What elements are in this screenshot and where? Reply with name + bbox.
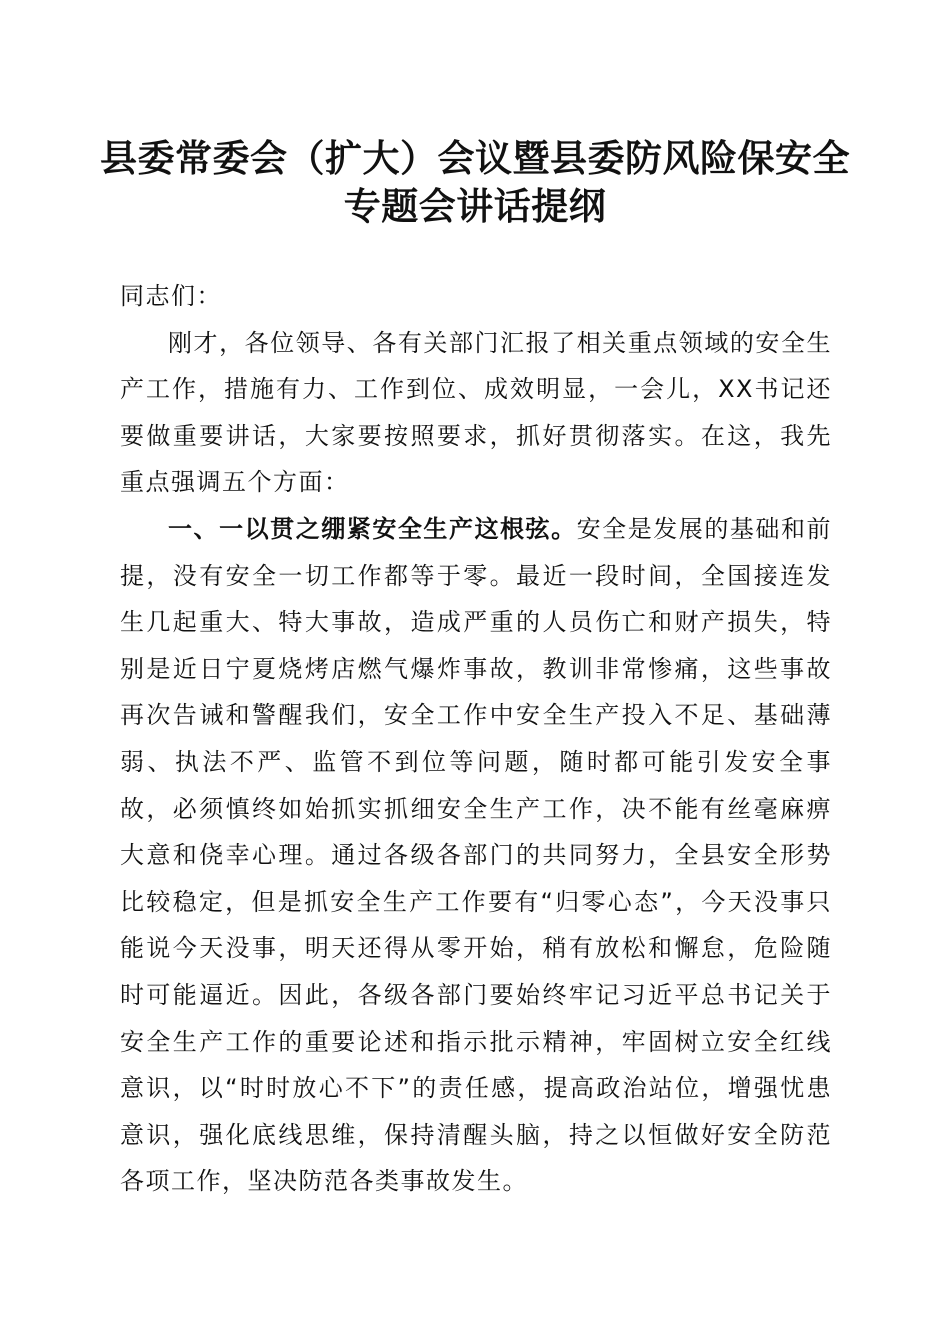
section-1-text: 安全是发展的基础和前提，没有安全一切工作都等于零。最近一段时间，全国接连发生几起重大、特大事故，造成严重的人员伤亡和财产损失，特别是近日宁夏烧烤店燃气爆炸事故，教训非常惨痛，这些事故再次告诫和警醒我们，安全工作中安全生产投入不足、基础薄弱、执法不严、监管不到位等问题，随时都可能引发安全事故，必须慎终如始抓实抓细安全生产工作，决不能有丝毫麻痹大意和侥幸心理。通过各级各部门的共同努力，全县安全形势比较稳定，但是抓安全生产工作要有“归零心态”，今天没事只能说今天没事，明天还得从零开始，稍有放松和懈怠，危险随时可能逼近。因此，各级各部门要始终牢记习近平总书记关于安全生产工作的重要论述和指示批示精神，牢固树立安全红线意识，以“时时放心不下”的责任感，提高政治站位，增强忧患意识，强化底线思维，保持清醒头脑，持之以恒做好安全防范各项工作，坚决防范各类事故发生。 (120, 514, 832, 1196)
intro-paragraph: 刚才，各位领导、各有关部门汇报了相关重点领域的安全生产工作，措施有力、工作到位、成效明显，一会儿，XX书记还要做重要讲话，大家要按照要求，抓好贯彻落实。在这，我先重点强调五个方面： (120, 328, 832, 497)
salutation: 同志们： (120, 282, 222, 310)
section-1-paragraph (120, 506, 832, 1205)
title-line-1: 县委常委会（扩大）会议暨县委防风险保安全 (100, 136, 850, 180)
document-title (100, 134, 850, 230)
section-1-heading: 一、一以贯之绷紧安全生产这根弦。 (168, 514, 577, 543)
document-body (120, 273, 832, 1205)
title-line-2: 专题会讲话提纲 (343, 184, 607, 228)
